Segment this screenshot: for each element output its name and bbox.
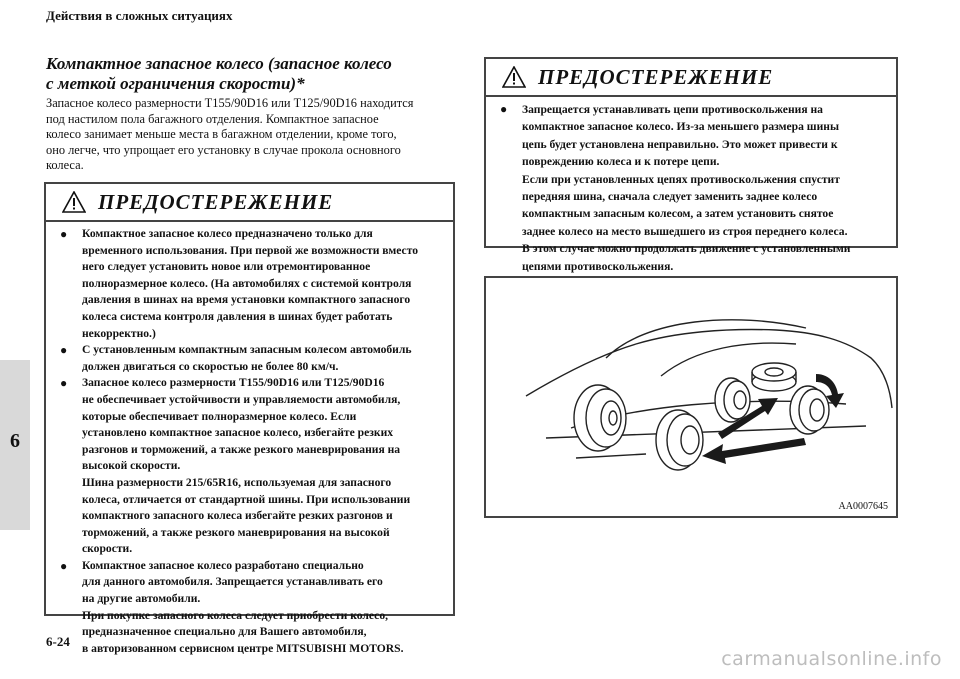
intro-paragraph — [46, 96, 466, 174]
warning-line: ● Компактное запасное колесо предназначено только для — [82, 227, 373, 240]
warning-line: компактное запасное колесо. Из-за меньшего размера шины — [522, 120, 839, 134]
warning-line: давления в шинах на время установки компактного запасного — [82, 293, 411, 307]
section-number: 6 — [10, 430, 20, 452]
warning-triangle-icon — [502, 66, 526, 88]
warning-line: установлено компактное запасное колесо, избегайте резких — [82, 426, 394, 440]
warning-line: торможений, а также резкого маневрирования на высокой — [82, 525, 390, 539]
warning-heading: ПРЕДОСТЕРЕЖЕНИЕ — [538, 64, 774, 89]
warning-line: предназначенное специально для Вашего автомобиля, — [82, 625, 367, 639]
running-head: Действия в сложных ситуациях — [46, 8, 233, 23]
warning-line: Если при установленных цепях противоскольжения спустит — [522, 172, 840, 186]
wheel-swap-illustration — [484, 276, 898, 518]
warning-line: цепями противоскольжения. — [522, 259, 674, 273]
car-wheels-diagram — [486, 278, 896, 516]
warning-line: компактного запасного колеса избегайте резких разгонов и — [82, 509, 393, 523]
warning-line: полноразмерное колесо. (На автомобилях с системой контроля — [82, 276, 412, 290]
warning-line: цепь будет установлена неправильно. Это может привести к — [522, 137, 838, 151]
intro-line: колеса. — [46, 158, 84, 173]
warning-line: колеса, отличается от стандартной шины. При использовании — [82, 492, 411, 506]
warning-line: Шина размерности 215/65R16, используемая для запасного — [82, 475, 392, 489]
section-tab — [0, 360, 30, 530]
warning-list — [46, 222, 453, 657]
title-line-2: с меткой ограничения скорости)* — [46, 74, 305, 93]
warning-line: ● Запрещается устанавливать цепи противоскольжения на — [522, 103, 823, 116]
warning-line: временного использования. При первой же возможности вместо — [82, 243, 419, 257]
removed-wheel-icon — [656, 410, 703, 470]
warning-line: в авторизованном сервисном центре MITSUBISHI MOTORS. — [82, 641, 404, 655]
warning-header — [486, 59, 896, 97]
warning-list — [486, 97, 896, 275]
warning-line: колеса система контроля давления в шинах будет работать — [82, 309, 393, 323]
rear-wheel-icon — [574, 385, 626, 451]
warning-item — [60, 226, 441, 342]
warning-line: некорректно.) — [82, 326, 156, 340]
warning-line: компактным запасным колесом, а затем установить снятое — [522, 207, 834, 221]
warning-item — [500, 101, 884, 275]
intro-line: Запасное колесо размерности T155/90D16 или T125/90D16 находится — [46, 96, 414, 110]
page-number: 6-24 — [46, 634, 70, 649]
intro-line: оно легче, что упрощает его установку в случае прокола основного — [46, 142, 401, 157]
warning-item — [60, 375, 441, 558]
warning-line: на другие автомобили. — [82, 592, 201, 606]
warning-line: для данного автомобиля. Запрещается устанавливать его — [82, 575, 383, 589]
article-title — [46, 54, 466, 94]
warning-line: ● Запасное колесо размерности T155/90D16 или T125/90D16 — [82, 376, 385, 390]
figure-code: AA0007645 — [838, 501, 888, 512]
warning-line: передняя шина, сначала следует заменить заднее колесо — [522, 190, 818, 204]
warning-line: высокой скорости. — [82, 459, 181, 473]
warning-line: скорости. — [82, 542, 133, 556]
warning-line: разгонов и торможений, а также резкого маневрирования на — [82, 442, 401, 456]
warning-line: не обеспечивает устойчивости и управляемости автомобиля, — [82, 392, 401, 406]
spare-wheel-icon — [752, 363, 796, 391]
warning-triangle-icon — [62, 191, 86, 213]
site-watermark: carmanualsonline.info — [721, 648, 942, 670]
title-line-1: Компактное запасное колесо (запасное колесо — [46, 54, 392, 73]
intro-line: под настилом пола багажного отделения. Компактное запасное — [46, 111, 379, 126]
warning-line: заднее колесо на место вышедшего из строя переднего колеса. — [522, 224, 848, 238]
warning-line: которые обеспечивает полноразмерное колесо. Если — [82, 409, 357, 423]
warning-line: ● Компактное запасное колесо разработано специально — [82, 558, 364, 572]
warning-line: При покупке запасного колеса следует приобрести колесо, — [82, 608, 389, 622]
warning-line: повреждению колеса и к потере цепи. — [522, 155, 720, 169]
intro-line: колесо занимает меньше места в багажном отделении, кроме того, — [46, 127, 397, 142]
front-wheel-icon — [790, 386, 829, 434]
warning-line: должен двигаться со скоростью не более 80 км/ч. — [82, 359, 339, 373]
arrow-left-icon — [702, 438, 806, 464]
warning-heading: ПРЕДОСТЕРЕЖЕНИЕ — [98, 189, 334, 214]
middle-wheel-icon — [715, 378, 750, 422]
warning-line: ● С установленным компактным запасным колесом автомобиль — [82, 343, 412, 357]
warning-header — [46, 184, 453, 222]
warning-item — [60, 558, 441, 658]
warning-line: него следует установить новое или отремонтированное — [82, 260, 371, 274]
warning-item — [60, 342, 441, 375]
warning-line: В этом случае можно продолжать движение с установленными — [522, 242, 851, 256]
warning-box-right — [484, 57, 898, 273]
